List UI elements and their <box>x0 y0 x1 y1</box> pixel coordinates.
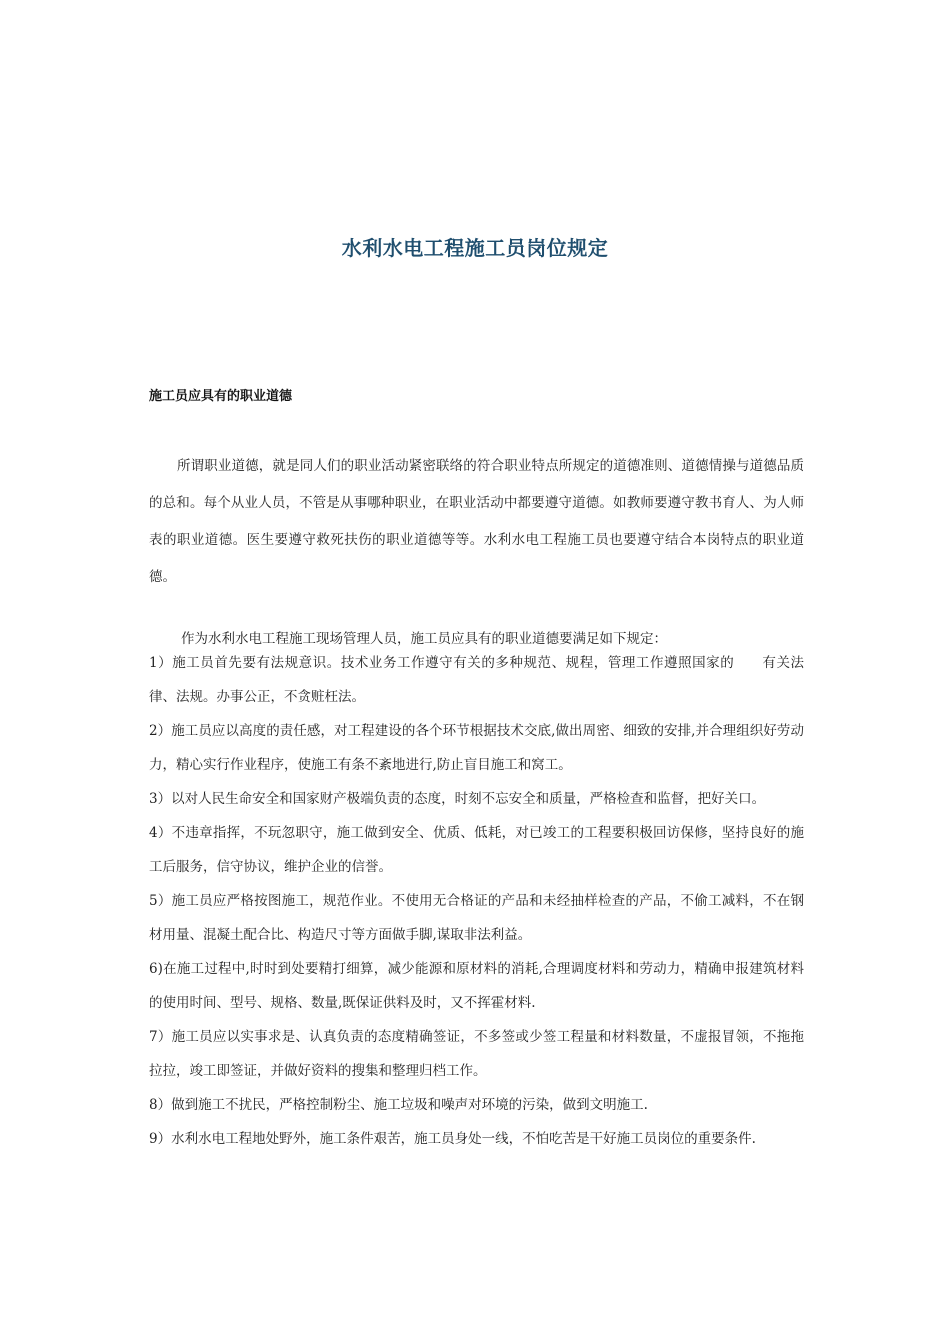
rule-item: 4）不违章指挥，不玩忽职守，施工做到安全、优质、低耗，对已竣工的工程要积极回访保修，坚持良好的施工后服务，信守协议，维护企业的信誉。 <box>149 825 804 875</box>
document-title: 水利水电工程施工员岗位规定 <box>341 236 609 260</box>
rule-item: 1）施工员首先要有法规意识。技术业务工作遵守有关的多种规范、规程，管理工作遵照国家的 有关法律、法规。办事公正，不贪赃枉法。 <box>149 655 804 705</box>
section-heading: 施工员应具有的职业道德 <box>149 389 293 404</box>
rule-item: 8）做到施工不扰民，严格控制粉尘、施工垃圾和噪声对环境的污染，做到文明施工. <box>149 1097 648 1113</box>
rule-item: 9）水利水电工程地处野外，施工条件艰苦，施工员身处一线，不怕吃苦是干好施工员岗位的重要条件. <box>149 1131 756 1147</box>
rule-item: 7）施工员应以实事求是、认真负责的态度精确签证，不多签或少签工程量和材料数量，不虚报冒领，不拖拖拉拉，竣工即签证，并做好资料的搜集和整理归档工作。 <box>149 1029 804 1079</box>
intro-paragraph: 所谓职业道德，就是同人们的职业活动紧密联络的符合职业特点所规定的道德准则、道德情操与道德品质的总和。每个从业人员，不管是从事哪种职业，在职业活动中都要遵守道德。如教师要遵守教书育人、为人师表的职业道德。医生要遵守救死扶伤的职业道德等等。水利水电工程施工员也要遵守结合本岗特点的职业道德。 <box>149 457 804 585</box>
rule-item: 2）施工员应以高度的责任感，对工程建设的各个环节根据技术交底,做出周密、细致的安排,并合理组织好劳动力，精心实行作业程序，使施工有条不紊地进行,防止盲目施工和窝工。 <box>149 723 804 773</box>
rule-item: 3）以对人民生命安全和国家财产极端负责的态度，时刻不忘安全和质量，严格检查和监督，把好关口。 <box>149 791 766 807</box>
rules-list <box>149 646 804 1156</box>
lead-sentence: 作为水利水电工程施工现场管理人员，施工员应具有的职业道德要满足如下规定： <box>181 630 667 647</box>
rule-item: 6)在施工过程中,时时到处要精打细算，减少能源和原材料的消耗,合理调度材料和劳动力，精确申报建筑材料的使用时间、型号、规格、数量,既保证供料及时，又不挥霍材料. <box>149 961 804 1011</box>
rule-item: 5）施工员应严格按图施工，规范作业。不使用无合格证的产品和未经抽样检查的产品，不偷工减料，不在钢材用量、混凝土配合比、构造尺寸等方面做手脚,谋取非法利益。 <box>149 893 804 943</box>
